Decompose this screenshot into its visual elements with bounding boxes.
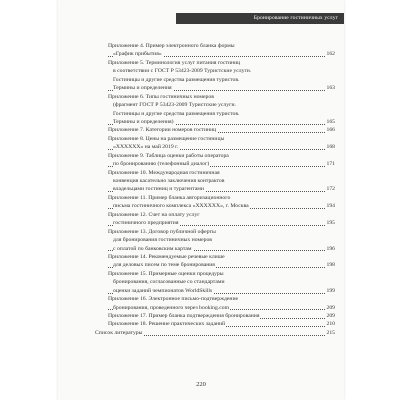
toc-entry-text: Приложение 11. Пример бланка авторизационного xyxy=(108,194,231,201)
toc-entry xyxy=(66,76,335,84)
toc-entry xyxy=(66,202,335,210)
toc-entry-text: Приложение 4. Пример электронного бланка формы xyxy=(108,43,235,49)
toc-entry-text: для деловых писем по теме бронирования xyxy=(113,262,215,269)
toc-entry-text: Термины и определения xyxy=(113,85,172,92)
toc-entry-text: владельцами гостиниц и турагентами xyxy=(113,186,204,193)
toc-entry xyxy=(66,84,335,92)
toc-entry xyxy=(66,219,335,227)
toc-entry xyxy=(66,245,335,253)
book-page xyxy=(58,0,344,400)
toc-entry-text: «График прибытия» xyxy=(113,51,162,58)
toc-page-number: 171 xyxy=(326,161,335,168)
toc-entry-text: Приложение 8. Цены на размещение гостиницы xyxy=(108,135,225,142)
toc-entry xyxy=(66,177,335,185)
toc-entry xyxy=(66,261,335,269)
toc-page-number: 215 xyxy=(326,329,335,336)
toc-page-number: 166 xyxy=(326,127,335,134)
toc-entry-text: Гостиницы и другие средства размещения туристов. xyxy=(113,76,240,83)
toc-entry-text: для бронирования гостиничных номеров xyxy=(113,237,212,244)
toc-page-number: 162 xyxy=(326,51,335,58)
toc-page-number: 209 xyxy=(326,304,335,311)
toc-entry xyxy=(66,67,335,75)
toc-entry xyxy=(66,59,335,67)
toc-page-number: 172 xyxy=(326,186,335,193)
toc-entry-text: Приложение 5. Терминология услуг питания гостиниц xyxy=(108,59,241,66)
toc-entry xyxy=(66,93,335,101)
toc-entry-text: гостиничного предприятия xyxy=(113,220,179,227)
toc-entry-text: Приложение 7. Категории номеров гостиниц xyxy=(108,127,217,134)
toc-entry xyxy=(66,329,335,337)
toc-entry xyxy=(66,211,335,219)
toc-entry-text: конвенция касательно заключения контрактов xyxy=(113,178,225,184)
toc-entry-text: Приложение 16. Электронное письмо-подтверждение xyxy=(108,296,239,303)
toc-entry xyxy=(66,253,335,261)
toc-page-number: 199 xyxy=(326,287,335,294)
toc-entry xyxy=(66,185,335,193)
toc-entry-text: по бронированию (телефонный диалог) xyxy=(113,161,210,168)
toc-page-number: 165 xyxy=(326,118,335,125)
toc-entry xyxy=(66,160,335,168)
toc-entry-text: с оплатой по банковским картам xyxy=(113,245,192,252)
toc-entry-text: Приложение 14. Рекомендуемые речевые клише xyxy=(108,253,225,260)
toc-entry xyxy=(66,110,335,118)
toc-entry-text: Список литературы xyxy=(95,329,143,336)
toc-entry xyxy=(66,143,335,151)
table-of-contents xyxy=(66,42,335,337)
toc-entry xyxy=(66,278,335,286)
toc-entry-text: Приложение 13. Договор публичной оферты xyxy=(108,228,216,235)
toc-entry xyxy=(66,126,335,134)
toc-entry xyxy=(66,228,335,236)
toc-entry-text: «XXXXXX» на май 2019 г. xyxy=(113,144,179,151)
toc-entry-text: Гостиницы и другие средства размещения туристов. xyxy=(113,110,240,117)
toc-entry xyxy=(66,135,335,143)
toc-entry xyxy=(66,118,335,126)
toc-entry xyxy=(66,312,335,320)
toc-entry xyxy=(66,152,335,160)
toc-entry-text: Приложение 9. Таблица оценки работы оператора xyxy=(108,152,229,159)
toc-entry-text: Приложение 6. Типы гостиничных номеров xyxy=(108,93,214,100)
toc-page-number: 198 xyxy=(326,262,335,269)
toc-entry-text: Термины и определения) xyxy=(113,118,174,125)
toc-page-number: 210 xyxy=(326,321,335,328)
toc-entry xyxy=(66,320,335,328)
toc-entry xyxy=(66,270,335,278)
toc-entry-text: Приложение 12. Счет на оплату услуг xyxy=(108,211,200,218)
toc-page-number: 163 xyxy=(326,85,335,92)
toc-entry-text: Приложение 10. Международная гостиничная xyxy=(108,169,220,176)
toc-entry-text: бронирования, согласованные со стандартами xyxy=(113,279,225,286)
toc-page-number: 196 xyxy=(326,245,335,252)
toc-page-number: 209 xyxy=(326,313,335,319)
running-header: Бронирование гостиничных услуг xyxy=(176,13,344,24)
toc-page-number: 195 xyxy=(326,220,335,227)
toc-entry xyxy=(66,169,335,177)
toc-entry xyxy=(66,236,335,244)
toc-page-number: 168 xyxy=(326,144,335,151)
toc-entry xyxy=(66,295,335,303)
toc-entry xyxy=(66,42,335,50)
toc-entry-text: Приложение 18. Решение практических заданий xyxy=(108,321,226,328)
toc-entry-text: Приложение 15. Примерные оценки процедуры xyxy=(108,270,224,277)
toc-entry xyxy=(66,287,335,295)
toc-entry xyxy=(66,101,335,109)
toc-entry-text: (фрагмент ГОСТ Р 53423-2009 Туристские услуги. xyxy=(113,102,236,109)
toc-entry-text: бронирования, проведенного через booking.com xyxy=(113,304,230,311)
toc-entry-text: оценки заданий чемпионатов WorldSkills xyxy=(113,287,213,294)
toc-entry-text: в соответствии с ГОСТ Р 53423-2009 Туристские услуги. xyxy=(113,68,252,75)
page-number: 220 xyxy=(196,381,206,388)
toc-entry xyxy=(66,50,335,58)
toc-entry-text: Приложение 17. Пример бланка подтверждения бронирования xyxy=(108,313,260,319)
toc-entry xyxy=(66,194,335,202)
toc-page-number: 194 xyxy=(326,203,335,210)
toc-entry xyxy=(66,304,335,312)
toc-entry-text: письма гостиничного комплекса «XXXXXX», г. Москва xyxy=(113,203,249,210)
